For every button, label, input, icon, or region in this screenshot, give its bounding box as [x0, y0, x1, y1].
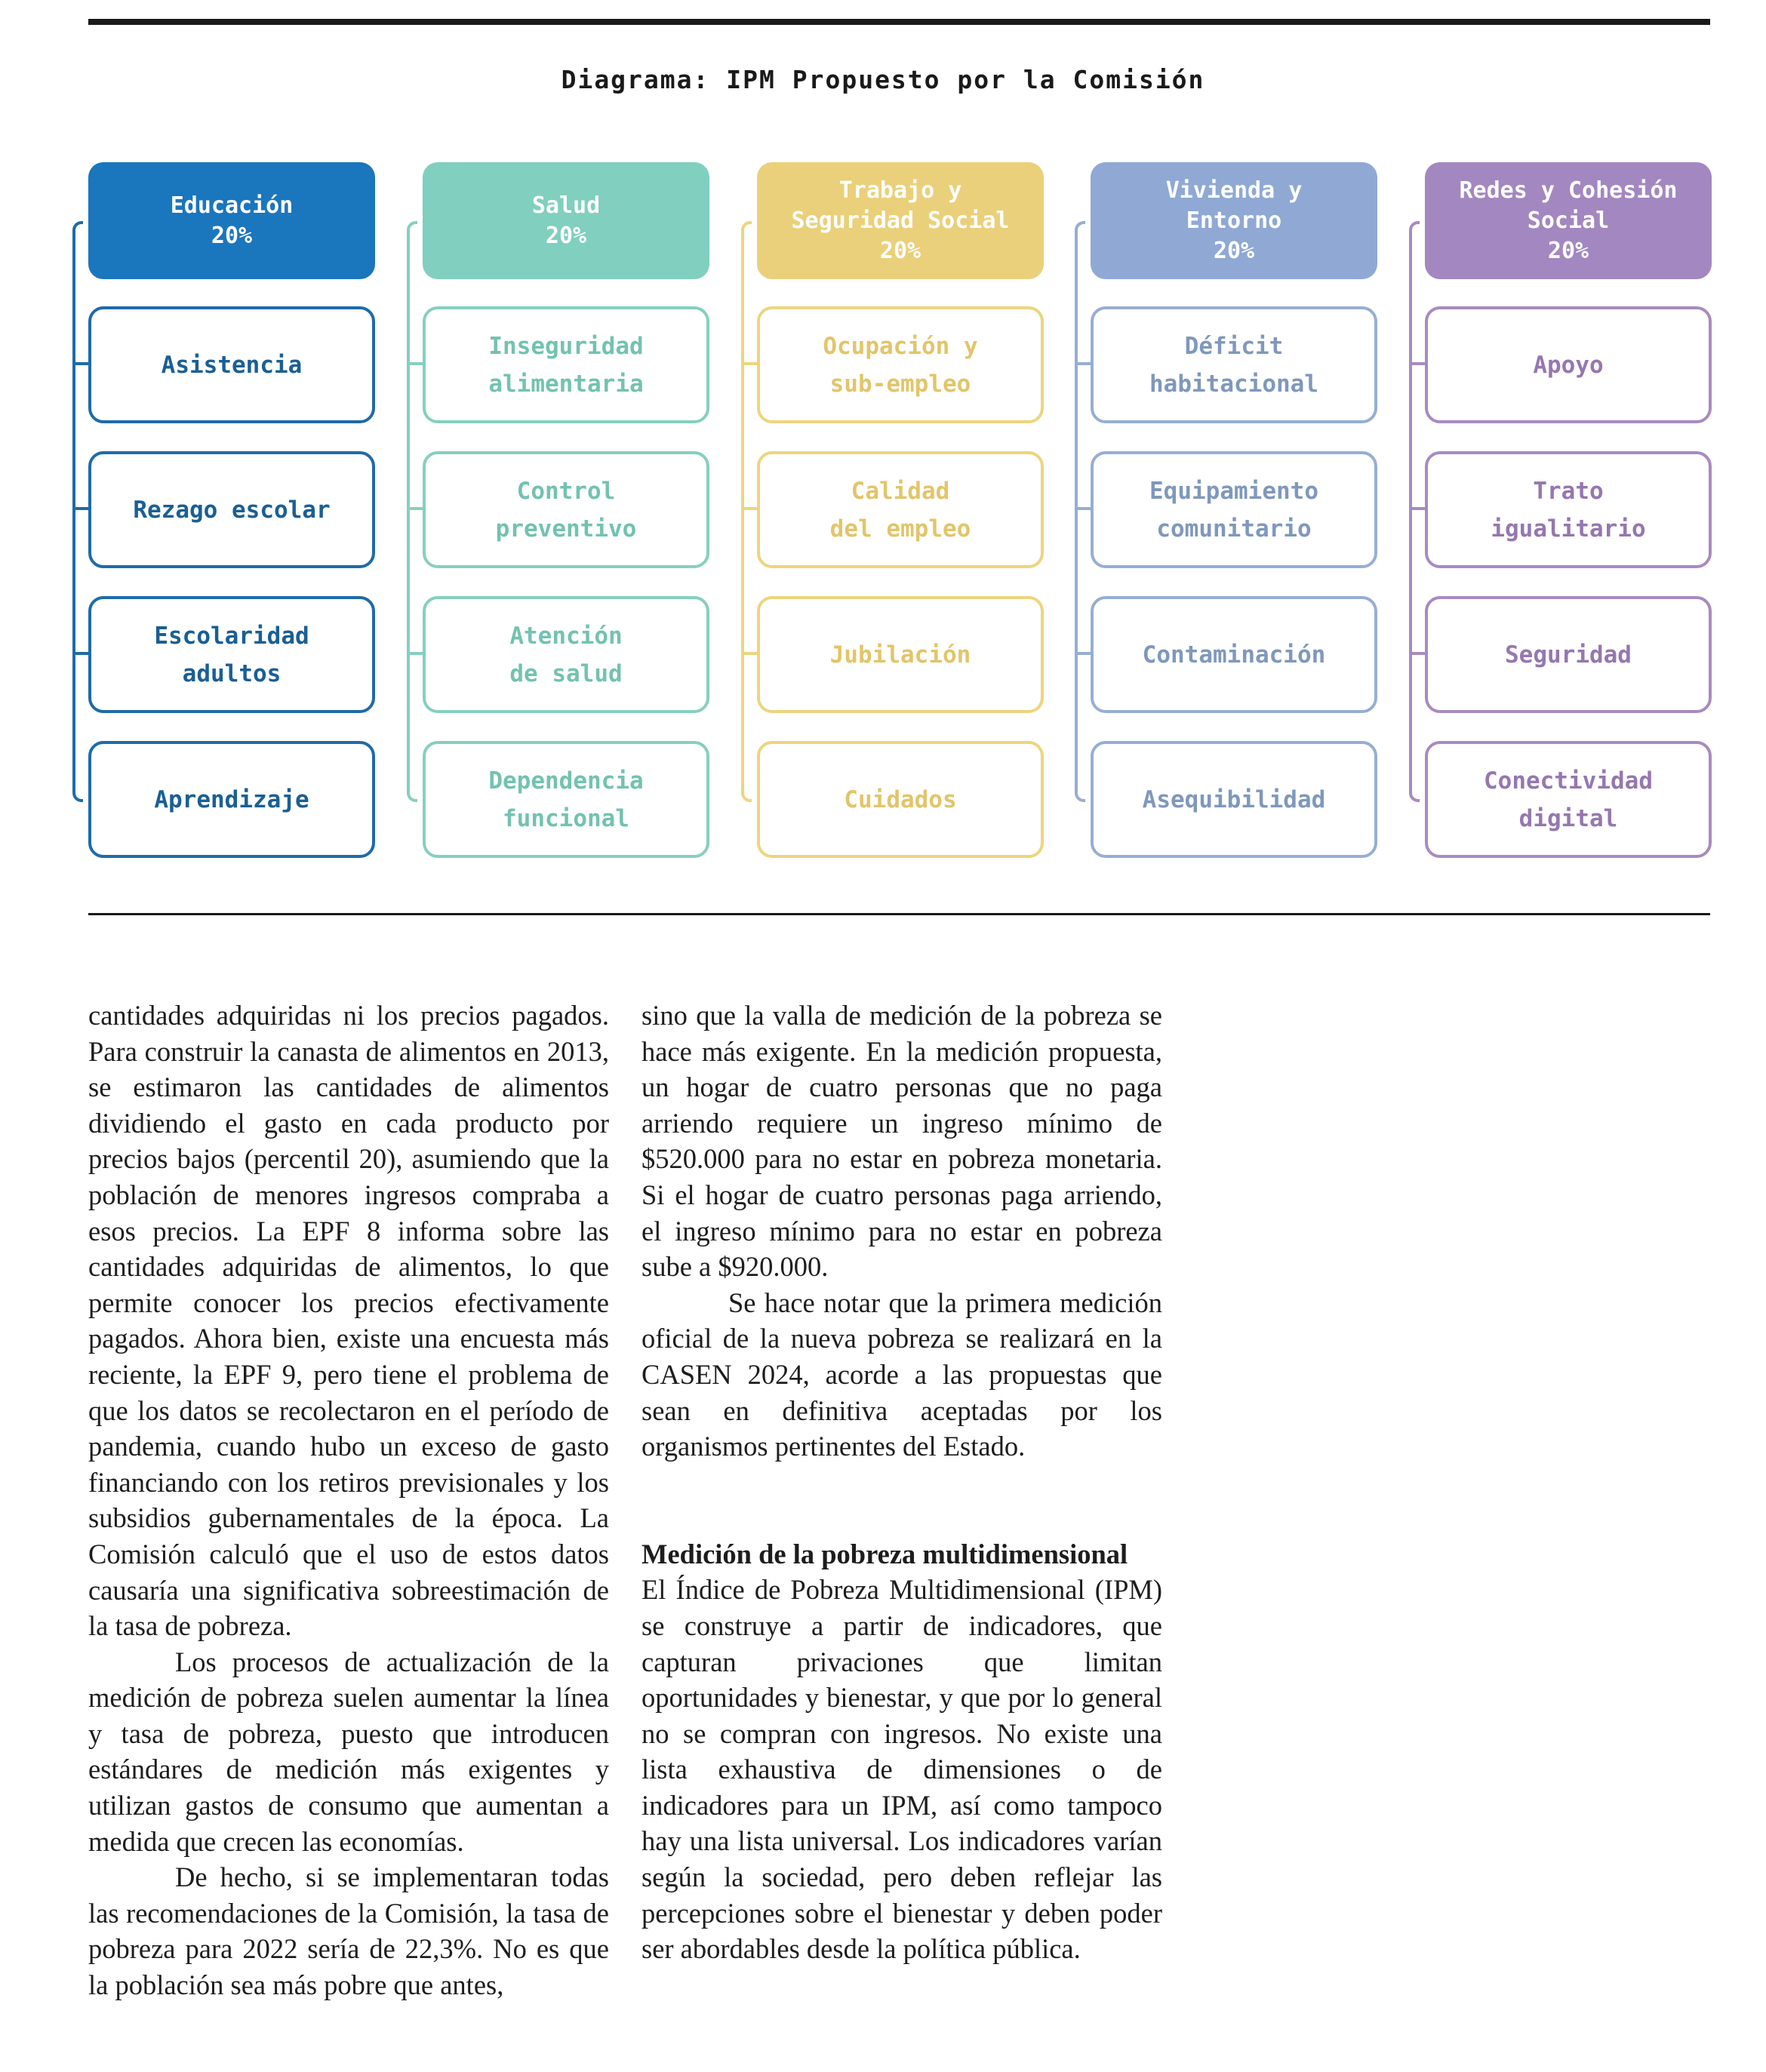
bracket-line [72, 221, 83, 802]
text-run: 8 informa sobre las cantidades adquiridas de alimentos, lo que permite conocer los precios efectivamente pagados. Ahora bien, existe una encuesta más reciente, la [88, 1215, 609, 1390]
bracket-tick [744, 362, 757, 365]
dimension-name: Trabajo y Seguridad Social [791, 177, 1010, 234]
dimension-name: Salud [531, 192, 601, 219]
dimension-weight: 20% [1547, 237, 1589, 264]
bracket-tick [410, 652, 423, 655]
bracket-tick [744, 507, 757, 510]
paragraph: Los procesos de actualización de la medición de pobreza suelen aumentar la línea y tasa de pobreza, puesto que introducen estándares de medición más exigentes y utilizan gastos de consumo que aumentan a medida que crecen las economías. [88, 1646, 609, 1857]
indicator-card: Conectividad digital [1425, 741, 1712, 858]
acronym: IPM [881, 1789, 931, 1821]
dimension-header [88, 162, 375, 279]
indicator-card: Asistencia [88, 306, 375, 423]
paragraph: De hecho, si se implementaran todas las recomendaciones de la Comisión, la tasa de pobreza para 2022 sería de 22,3%. No es que la población sea más pobre que antes, [88, 1861, 609, 2001]
text-run: Se hace notar que la primera medición oficial de la nueva pobreza se realizará en la [641, 1287, 1162, 1354]
text-run: ) se construye a partir de indicadores, que capturan privaciones que limitan oportunidades y bienestar, y que por lo general no se compran con ingresos. No existe una lista exhaustiva de dimensiones o de indicadores para un [641, 1574, 1162, 1821]
paragraph [88, 998, 609, 1644]
dimension-column-educacion [88, 162, 375, 856]
bracket-tick [744, 652, 757, 655]
indicator-card: Déficit habitacional [1091, 306, 1377, 423]
indicator-card: Dependencia funcional [423, 741, 709, 858]
bracket-tick [410, 507, 423, 510]
top-rule [88, 19, 1710, 25]
text-run: 9, pero tiene el problema de que los datos se recolectaron en el período de pandemia, cuando hubo un exceso de gasto financiando con los retiros previsionales y los subsidios gubernamentales de la época. La Comisión calculó que el uso de estos datos causaría una significativa sobreestimación de la tasa de pobreza. [88, 1358, 609, 1642]
indicator-card: Apoyo [1425, 306, 1712, 423]
dimension-column-trabajo [757, 162, 1044, 856]
dimension-weight: 20% [1213, 237, 1255, 264]
bracket-tick [1412, 507, 1425, 510]
dimension-name: Vivienda y Entorno [1165, 177, 1303, 234]
section-rule [88, 913, 1710, 915]
acronym: IPM [1103, 1574, 1153, 1606]
bracket-tick [1078, 507, 1091, 510]
bracket-line [741, 221, 752, 802]
indicator-card: Cuidados [757, 741, 1044, 858]
bracket-line [407, 221, 417, 802]
indicator-card: Atención de salud [423, 596, 709, 713]
dimension-name: Redes y Cohesión Social [1459, 177, 1678, 234]
indicator-card: Ocupación y sub-empleo [757, 306, 1044, 423]
dimension-header [1425, 162, 1712, 279]
indicator-card: Jubilación [757, 596, 1044, 713]
paragraph [641, 1285, 1162, 1465]
dimension-column-redes [1425, 162, 1712, 856]
dimension-header [757, 162, 1044, 279]
indicator-card: Seguridad [1425, 596, 1712, 713]
bracket-tick [1412, 652, 1425, 655]
indicator-card: Escolaridad adultos [88, 596, 375, 713]
dimension-weight: 20% [545, 222, 587, 249]
indicator-card: Contaminación [1091, 596, 1377, 713]
bracket-tick [75, 362, 88, 365]
dimension-weight: 20% [879, 237, 921, 264]
text-run: cantidades adquiridas ni los precios pagados. Para construir la canasta de alimentos en 2013, se estimaron las cantidades de alimentos dividiendo el gasto en cada producto por precios bajos (percentil 20), asumiendo que la población de menores ingresos compraba a esos precios. La [88, 1000, 609, 1247]
text-run: El Índice de Pobreza Multidimensional ( [641, 1574, 1104, 1606]
section-heading: Medición de la pobreza multidimensional [641, 1538, 1128, 1569]
dimension-column-vivienda [1091, 162, 1377, 856]
spacer [641, 1465, 1162, 1536]
indicator-card: Inseguridad alimentaria [423, 306, 709, 423]
indicator-card: Trato igualitario [1425, 451, 1712, 568]
dimension-name: Educación [170, 192, 294, 219]
body-text-left-column [88, 998, 609, 2003]
dimension-column-salud [423, 162, 709, 856]
acronym: CASEN [641, 1358, 732, 1390]
bracket-tick [1412, 362, 1425, 365]
acronym: EPF [302, 1215, 350, 1247]
text-run: 2024, acorde a las propuestas que sean en definitiva aceptadas por los organismos pertinentes del Estado. [641, 1358, 1162, 1462]
indicator-card: Aprendizaje [88, 741, 375, 858]
indicator-card: Calidad del empleo [757, 451, 1044, 568]
paragraph [641, 1572, 1162, 1967]
diagram-title: Diagrama: IPM Propuesto por la Comisión [561, 65, 1205, 94]
dimension-weight: 20% [211, 222, 253, 249]
bracket-tick [1078, 362, 1091, 365]
bracket-line [1409, 221, 1420, 802]
indicator-card: Equipamiento comunitario [1091, 451, 1377, 568]
indicator-card: Rezago escolar [88, 451, 375, 568]
acronym: EPF [223, 1358, 272, 1390]
paragraph: sino que la valla de medición de la pobreza se hace más exigente. En la medición propuesta, un hogar de cuatro personas que no paga arriendo requiere un ingreso mínimo de $520.000 para no estar en pobreza monetaria. Si el hogar de cuatro personas paga arriendo, el ingreso mínimo para no estar en pobreza sube a $920.000. [641, 1000, 1162, 1283]
bracket-tick [410, 362, 423, 365]
indicator-card: Asequibilidad [1091, 741, 1377, 858]
indicator-card: Control preventivo [423, 451, 709, 568]
body-text-right-column [641, 998, 1162, 1967]
dimension-header [1091, 162, 1377, 279]
bracket-tick [1078, 652, 1091, 655]
bracket-tick [75, 507, 88, 510]
dimension-header [423, 162, 709, 279]
bracket-tick [75, 652, 88, 655]
bracket-line [1075, 221, 1085, 802]
text-run: , así como tampoco hay una lista universal. Los indicadores varían según la sociedad, pero deben reflejar las percepciones sobre el bienestar y deben poder ser abordables desde la política pública. [641, 1789, 1162, 1965]
